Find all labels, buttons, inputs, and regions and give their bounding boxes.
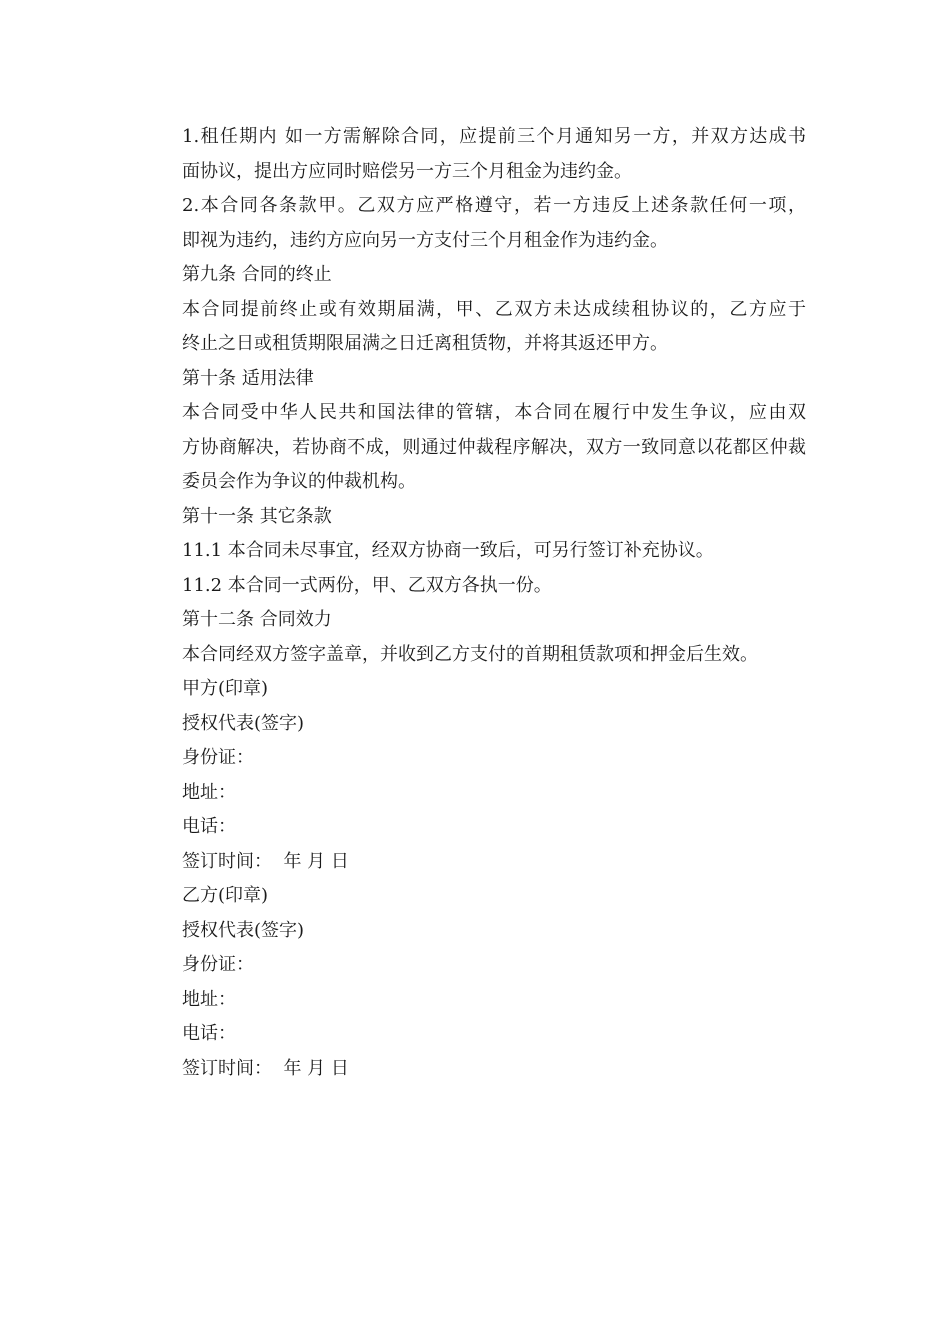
party-b-address <box>144 983 806 1018</box>
contract-body <box>144 120 806 1086</box>
article-heading-10 <box>144 362 806 397</box>
text-line: 即视为违约，违约方应向另一方支付三个月租金作为违约金。 <box>182 229 668 251</box>
party-a-id-card <box>144 741 806 776</box>
article-heading-9 <box>144 258 806 293</box>
text-line: 委员会作为争议的仲裁机构。 <box>182 471 416 492</box>
party-a-representative <box>144 707 806 742</box>
text-line: 方协商解决，若协商不成，则通过仲裁程序解决，双方一致同意以花都区仲裁 <box>182 436 806 458</box>
text-line: 本合同经双方签字盖章，并收到乙方支付的首期租赁款项和押金后生效。 <box>182 643 758 665</box>
party-a-phone <box>144 810 806 845</box>
text-line: 第十条 适用法律 <box>182 367 314 389</box>
text-line: 授权代表(签字) <box>182 919 305 941</box>
party-a-signing-date <box>144 845 806 880</box>
text-line: 签订时间： 年 月 日 <box>182 850 349 872</box>
party-b-phone <box>144 1017 806 1052</box>
clause-applicable-law <box>144 396 806 500</box>
text-line: 地址： <box>182 781 236 803</box>
clause-contract-effect <box>144 638 806 673</box>
article-heading-12 <box>144 603 806 638</box>
text-line: 乙方(印章) <box>182 885 269 906</box>
text-line: 签订时间： 年 月 日 <box>182 1057 349 1079</box>
text-line: 终止之日或租赁期限届满之日迁离租赁物，并将其返还甲方。 <box>182 333 668 354</box>
text-line: 11.2 本合同一式两份，甲、乙双方各执一份。 <box>182 574 552 596</box>
party-b-id-card <box>144 948 806 983</box>
article-heading-11 <box>144 500 806 535</box>
text-line: 地址： <box>182 988 236 1010</box>
clause-termination-notice <box>144 120 806 189</box>
text-line: 电话： <box>182 816 236 837</box>
clause-11-1 <box>144 534 806 569</box>
text-line: 11.1 本合同未尽事宜，经双方协商一致后，可另行签订补充协议。 <box>182 540 714 561</box>
text-line: 第十二条 合同效力 <box>182 609 332 630</box>
party-a-seal <box>144 672 806 707</box>
text-line: 第十一条 其它条款 <box>182 505 332 527</box>
text-line: 甲方(印章) <box>182 678 269 699</box>
clause-contract-termination <box>144 293 806 362</box>
party-b-seal <box>144 879 806 914</box>
text-line: 电话： <box>182 1023 236 1044</box>
text-line: 1.租任期内 如一方需解除合同，应提前三个月通知另一方，并双方达成书 <box>182 126 806 147</box>
text-line: 2.本合同各条款甲。乙双方应严格遵守，若一方违反上述条款任何一项， <box>182 195 806 216</box>
text-line: 本合同提前终止或有效期届满，甲、乙双方未达成续租协议的，乙方应于 <box>182 298 806 320</box>
party-b-representative <box>144 914 806 949</box>
text-line: 本合同受中华人民共和国法律的管辖，本合同在履行中发生争议，应由双 <box>182 402 806 423</box>
text-line: 授权代表(签字) <box>182 712 305 734</box>
text-line: 面协议，提出方应同时赔偿另一方三个月租金为违约金。 <box>182 160 632 182</box>
clause-11-2 <box>144 569 806 604</box>
party-b-signing-date <box>144 1052 806 1087</box>
clause-breach-penalty <box>144 189 806 258</box>
text-line: 第九条 合同的终止 <box>182 264 332 285</box>
text-line: 身份证： <box>182 747 254 768</box>
text-line: 身份证： <box>182 954 254 975</box>
party-a-address <box>144 776 806 811</box>
